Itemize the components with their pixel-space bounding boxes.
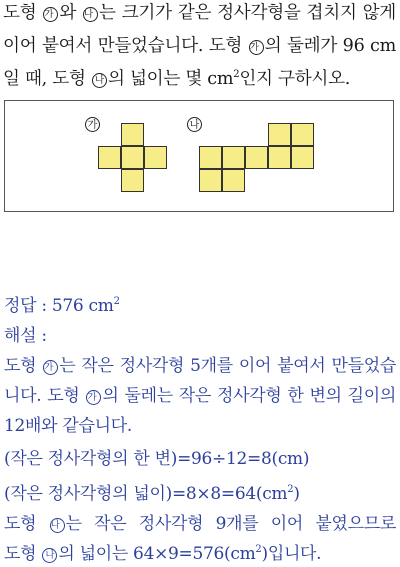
shape-na-cell: [222, 169, 245, 192]
shape-na-cell: [199, 169, 222, 192]
figure-box: [4, 100, 394, 212]
shape-ga-marker: 가: [249, 40, 264, 55]
explanation-line-6: 도형 나 는 작은 정사각형 9개를 이어 붙였으므로: [4, 514, 396, 534]
shape-ga-marker: 가: [43, 360, 58, 375]
shape-na-marker: 나: [50, 518, 65, 533]
explanation-line-2: 니다. 도형 가 의 둘레는 작은 정사각형 한 변의 길이의: [4, 386, 396, 406]
shape-ga-marker: 가: [86, 390, 101, 405]
shape-na-cell: [222, 146, 245, 169]
shape-na-cell: [291, 146, 314, 169]
shape-na-marker: 나: [92, 73, 107, 88]
shape-ga-cell: [121, 123, 144, 146]
explanation-line-7: 도형 나 의 넓이는 $64\times 9=576(cm^2)$입니다.: [4, 544, 322, 564]
explanation-line-4: (작은 정사각형의 한 변)=96÷12=8(cm): [4, 449, 310, 469]
explanation-label: 해설 :: [4, 326, 47, 346]
shape-ga-cell: [121, 169, 144, 192]
shape-na-cell: [291, 123, 314, 146]
shape-na-cell: [268, 146, 291, 169]
figure-label-ga: 가: [85, 117, 100, 132]
shape-na-cell: [199, 146, 222, 169]
explanation-line-1: 도형 가 는 작은 정사각형 5개를 이어 붙여서 만들었습: [4, 356, 396, 376]
question-line-3: 일 때, 도형 나 의 넓이는 몇 $cm^2$인지 구하시오.: [3, 69, 351, 89]
explanation-line-5: (작은 정사각형의 넓이)$=8\times 8=64(cm^2)$: [4, 484, 300, 504]
shape-na-cell: [268, 123, 291, 146]
question-line-2: 이어 붙여서 만들었습니다. 도형 가 의 둘레가 96 cm: [3, 36, 396, 56]
shape-ga-cell: [98, 146, 121, 169]
answer-line: 정답 : 576 $cm^2$: [4, 296, 120, 316]
shape-ga-marker: 가: [43, 7, 58, 22]
figure-label-na: 나: [187, 117, 202, 132]
explanation-line-3: 12배와 같습니다.: [4, 416, 132, 436]
shape-ga-cell: [121, 146, 144, 169]
shape-na-marker: 나: [42, 548, 57, 563]
shape-na-cell: [245, 146, 268, 169]
question-line-1: 도형 가 와 나 는 크기가 같은 정사각형을 겹치지 않게: [3, 3, 396, 23]
shape-ga-cell: [144, 146, 167, 169]
shape-na-marker: 나: [83, 7, 98, 22]
